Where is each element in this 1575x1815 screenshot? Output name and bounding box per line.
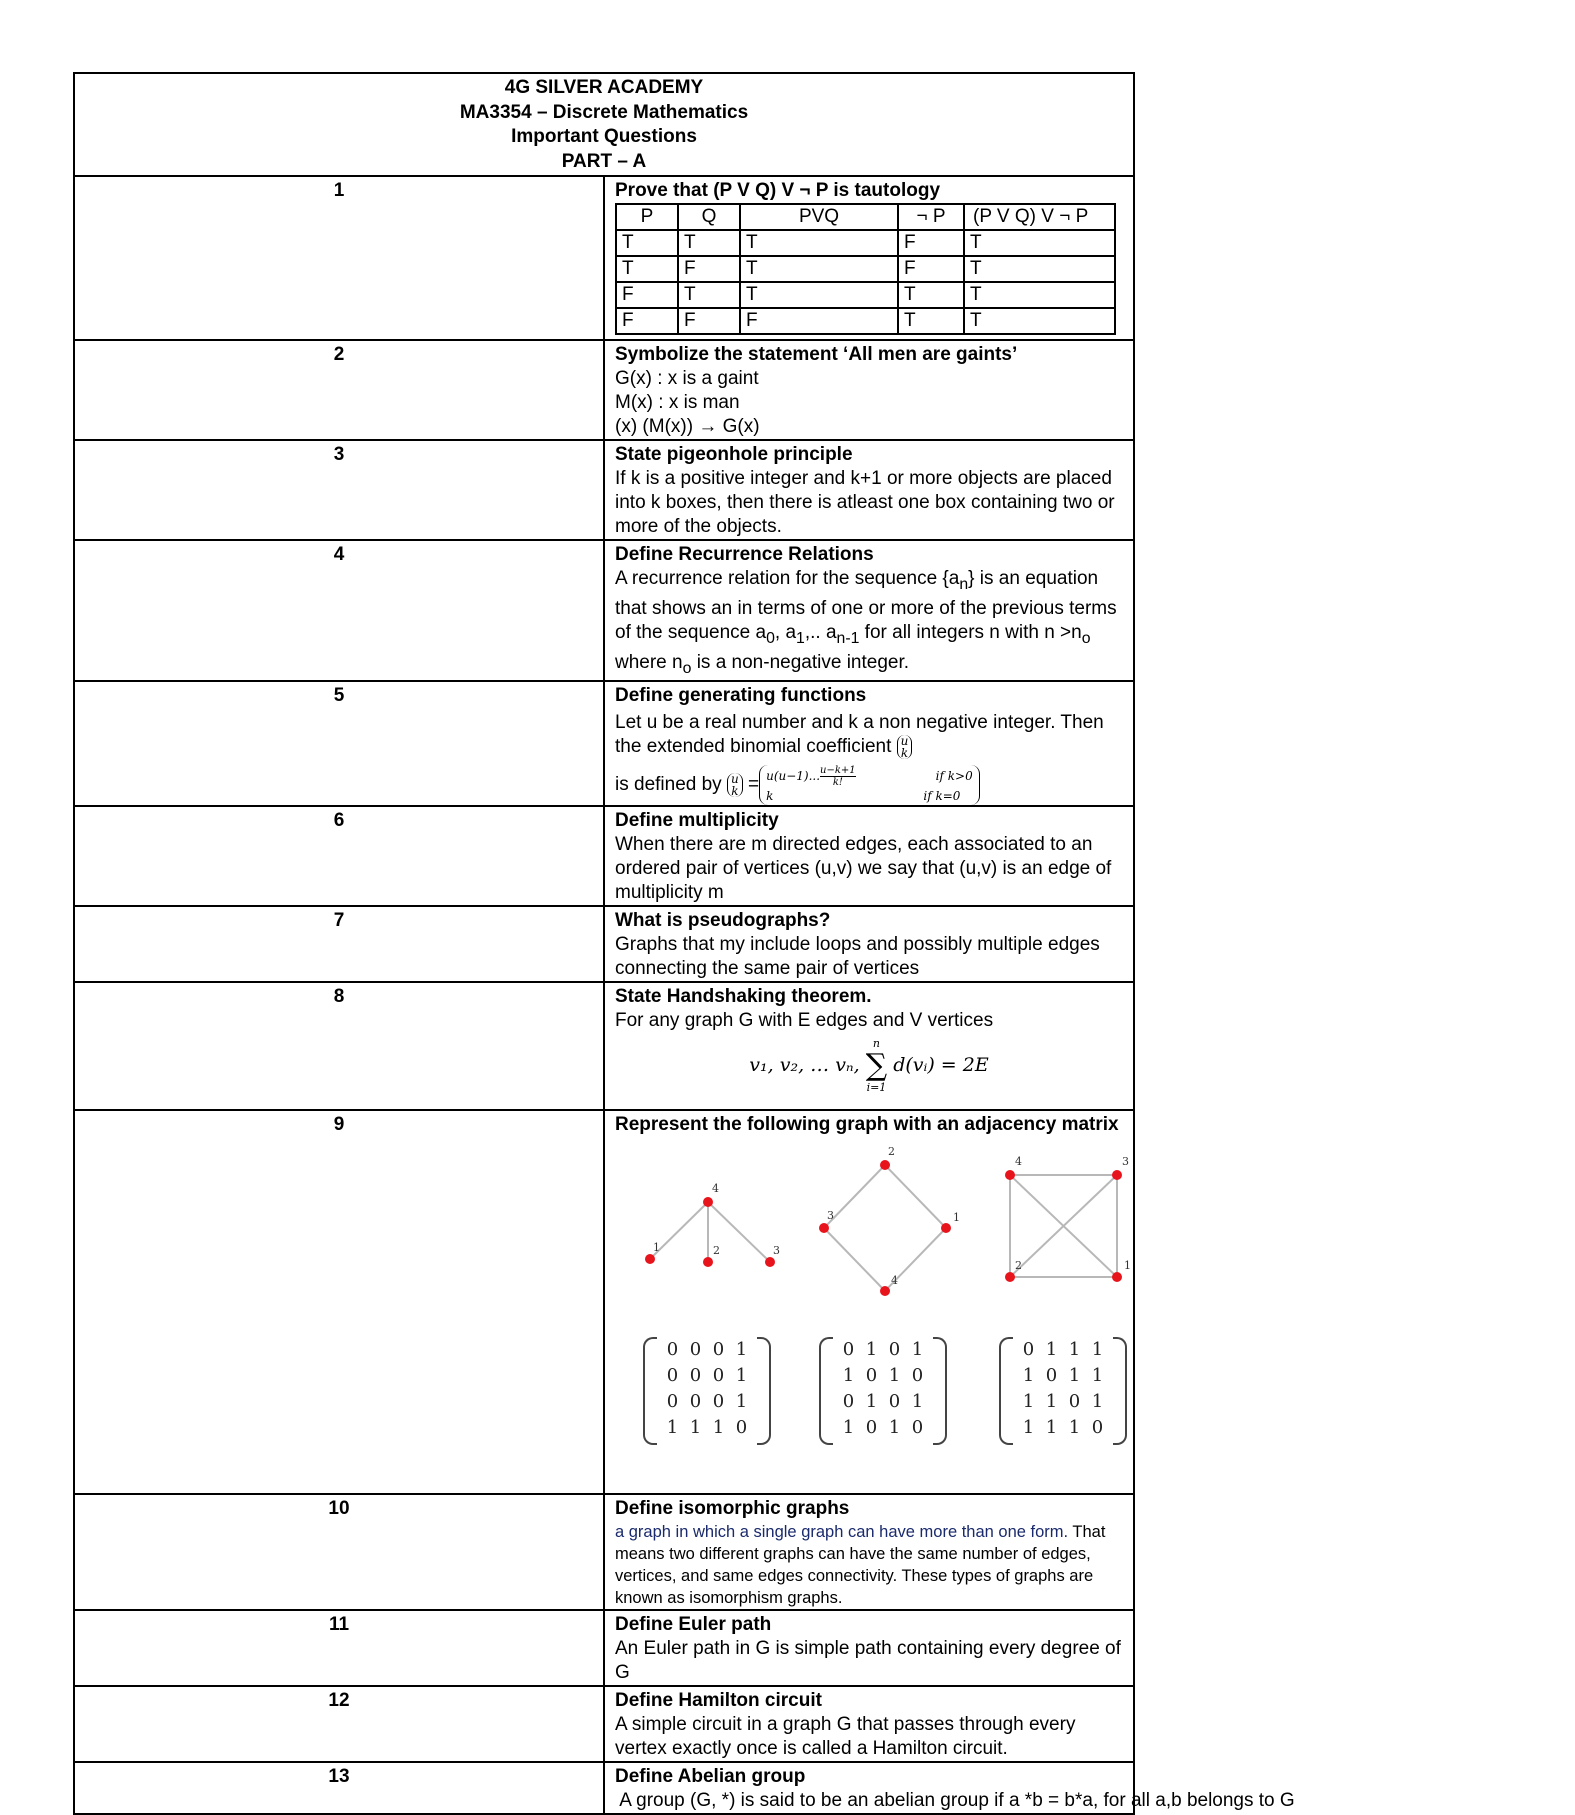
question-row-9 (74, 1110, 1134, 1494)
subtitle: Important Questions (511, 126, 697, 147)
vertex-label: 1 (653, 1241, 660, 1255)
question-title: Prove that (P V Q) V ¬ P is tautology (615, 180, 941, 201)
adjacency-matrix-1: 0 0 0 1 0 0 0 1 0 0 0 1 1 1 1 0 (643, 1337, 771, 1441)
truth-table-cell: T (678, 282, 740, 308)
vertex-label: 2 (1015, 1259, 1022, 1273)
truth-table-cell: T (678, 230, 740, 256)
question-row-6 (74, 806, 1134, 906)
piecewise-definition: u(u−1)... $\frac{u-k+1}{k!}$ if k>0 k if k=0 (759, 765, 980, 805)
question-row-1 (74, 176, 1134, 340)
question-title: Define isomorphic graphs (615, 1498, 850, 1520)
truth-table-cell: T (898, 308, 964, 334)
graph-figures (615, 1137, 1131, 1493)
truth-table-cell: T (964, 282, 1115, 308)
question-row-12 (74, 1686, 1134, 1762)
school-name: 4G SILVER ACADEMY (504, 77, 704, 98)
course-title: MA3354 – Discrete Mathematics (459, 101, 749, 123)
question-row-5 (74, 681, 1134, 806)
question-title: Represent the following graph with an adjacency matrix (615, 1114, 1119, 1136)
truth-table-cell: T (740, 230, 898, 256)
question-title: Define Hamilton circuit (615, 1690, 822, 1712)
graph-vertex (1112, 1272, 1122, 1282)
answer-text: A recurrence relation for the sequence $\{a_n\}$ is an equation that shows an in terms of one or more of the previous terms of the sequence $a_0$, $a_1$,.. $a_{n-1}$ for all integers n with $n >n_o$ where $n_o$ is a non-negative integer. (615, 568, 1117, 677)
part-label: PART – A (561, 150, 647, 172)
vertex-label: 3 (1122, 1155, 1129, 1169)
truth-table-header: P (616, 204, 678, 230)
question-number: 3 (74, 440, 604, 540)
truth-table-cell: T (740, 256, 898, 282)
answer-text: A simple circuit in a graph G that passes through every vertex exactly once is called a Hamilton circuit. (615, 1714, 1076, 1760)
truth-table (615, 203, 1116, 335)
question-title: State pigeonhole principle (615, 444, 853, 465)
answer-line: For any graph G with E edges and V vertices (615, 1010, 994, 1032)
graph-vertex (1005, 1170, 1015, 1180)
graph-vertex (1005, 1272, 1015, 1282)
truth-table-cell: F (616, 282, 678, 308)
document-header (74, 73, 1134, 176)
question-row-7 (74, 906, 1134, 982)
question-number: 5 (74, 681, 604, 806)
truth-table-header: ¬ P (898, 204, 964, 230)
vertex-label: 1 (1124, 1259, 1131, 1273)
graph-vertex (941, 1223, 951, 1233)
answer-text: a graph in which a single graph can have more than one form. That means two different graphs can have the same number of edges, vertices, and same edges connectivity. These types of graphs are known as isomorphism graphs. (615, 1523, 1106, 1608)
binomial-coefficient: u k (897, 735, 913, 759)
answer-text: When there are m directed edges, each associated to an ordered pair of vertices (u,v) we say that (u,v) is an edge of multiplicity m (615, 834, 1112, 904)
question-number: 11 (74, 1610, 604, 1686)
truth-table-cell: F (740, 308, 898, 334)
vertex-label: 4 (891, 1274, 898, 1288)
question-row-10 (74, 1494, 1134, 1610)
question-row-3 (74, 440, 1134, 540)
question-number: 8 (74, 982, 604, 1110)
truth-table-header: Q (678, 204, 740, 230)
question-title: Define generating functions (615, 685, 867, 707)
graph-vertex (645, 1254, 655, 1264)
vertex-label: 3 (827, 1209, 834, 1223)
question-number: 13 (74, 1762, 604, 1814)
graph-edge (824, 1228, 885, 1291)
question-title: State Handshaking theorem. (615, 986, 872, 1008)
truth-table-cell: F (678, 256, 740, 282)
question-title: Define Abelian group (615, 1766, 806, 1788)
question-row-2 (74, 340, 1134, 440)
question-number: 9 (74, 1110, 604, 1494)
truth-table-cell: T (740, 282, 898, 308)
answer-line: G(x) : x is a gaint (615, 368, 759, 389)
answer-line: Let u be a real number and k a non negative integer. Then the extended binomial coefficient u k (615, 712, 1104, 761)
graph-vertex (703, 1197, 713, 1207)
question-row-13 (74, 1762, 1134, 1814)
graph-vertex (880, 1160, 890, 1170)
truth-table-cell: T (616, 256, 678, 282)
vertex-label: 4 (712, 1182, 719, 1196)
truth-table-cell: T (964, 256, 1115, 282)
question-number: 7 (74, 906, 604, 982)
graph-vertex (1112, 1170, 1122, 1180)
question-title: Define Recurrence Relations (615, 544, 874, 565)
adjacency-matrix-3: 0 1 1 1 1 0 1 1 1 1 0 1 1 1 1 0 (999, 1337, 1127, 1441)
answer-line: M(x) : x is man (615, 392, 740, 413)
truth-table-cell: F (898, 256, 964, 282)
graph-vertex (880, 1286, 890, 1296)
answer-text: An Euler path in G is simple path containing every degree of G (615, 1638, 1121, 1684)
question-title: Define Euler path (615, 1614, 772, 1636)
graph-vertex (703, 1257, 713, 1267)
question-number: 4 (74, 540, 604, 681)
truth-table-header: PVQ (740, 204, 898, 230)
answer-line: (x) (M(x)) → G(x) (615, 416, 760, 437)
truth-table-cell: F (616, 308, 678, 334)
truth-table-header: (P V Q) V ¬ P (964, 204, 1115, 230)
answer-text: If k is a positive integer and k+1 or more objects are placed into k boxes, then there is atleast one box containing two or more of the objects. (615, 468, 1115, 537)
graph-vertex (765, 1257, 775, 1267)
adjacency-matrix-2: 0 1 0 1 1 0 1 0 0 1 0 1 1 0 1 0 (819, 1337, 947, 1441)
question-number: 1 (74, 176, 604, 340)
question-number: 6 (74, 806, 604, 906)
truth-table-cell: F (678, 308, 740, 334)
vertex-label: 2 (713, 1244, 720, 1258)
answer-line: is defined by u k = u(u−1)... $\frac{u-k+1}{k!}$ if k>0 k if k=0 (615, 765, 1123, 805)
question-row-8 (74, 982, 1134, 1110)
question-title: What is pseudographs? (615, 910, 831, 932)
binomial-coefficient: u k (727, 773, 743, 797)
question-number: 12 (74, 1686, 604, 1762)
answer-text: Graphs that my include loops and possibly multiple edges connecting the same pair of vertices (615, 934, 1100, 980)
question-row-11 (74, 1610, 1134, 1686)
truth-table-cell: T (616, 230, 678, 256)
question-row-4 (74, 540, 1134, 681)
truth-table-cell: F (898, 230, 964, 256)
question-table (73, 72, 1295, 1815)
vertex-label: 4 (1015, 1155, 1022, 1169)
vertex-label: 2 (888, 1145, 895, 1159)
vertex-label: 1 (953, 1211, 960, 1225)
truth-table-cell: T (898, 282, 964, 308)
graph-vertex (819, 1223, 829, 1233)
question-title: Symbolize the statement ‘All men are gaints’ (615, 344, 1018, 365)
question-title: Define multiplicity (615, 810, 779, 832)
truth-table-cell: T (964, 230, 1115, 256)
question-number: 2 (74, 340, 604, 440)
truth-table-cell: T (964, 308, 1115, 334)
answer-text: A group (G, *) is said to be an abelian group if a *b = b*a, for all a,b belongs to G (615, 1790, 1295, 1812)
handshaking-formula: v₁, v₂, … vₙ, n ∑ i=1 d(vᵢ) = 2E (749, 1037, 989, 1095)
vertex-label: 3 (773, 1244, 780, 1258)
graph-edge (885, 1165, 946, 1228)
question-number: 10 (74, 1494, 604, 1610)
